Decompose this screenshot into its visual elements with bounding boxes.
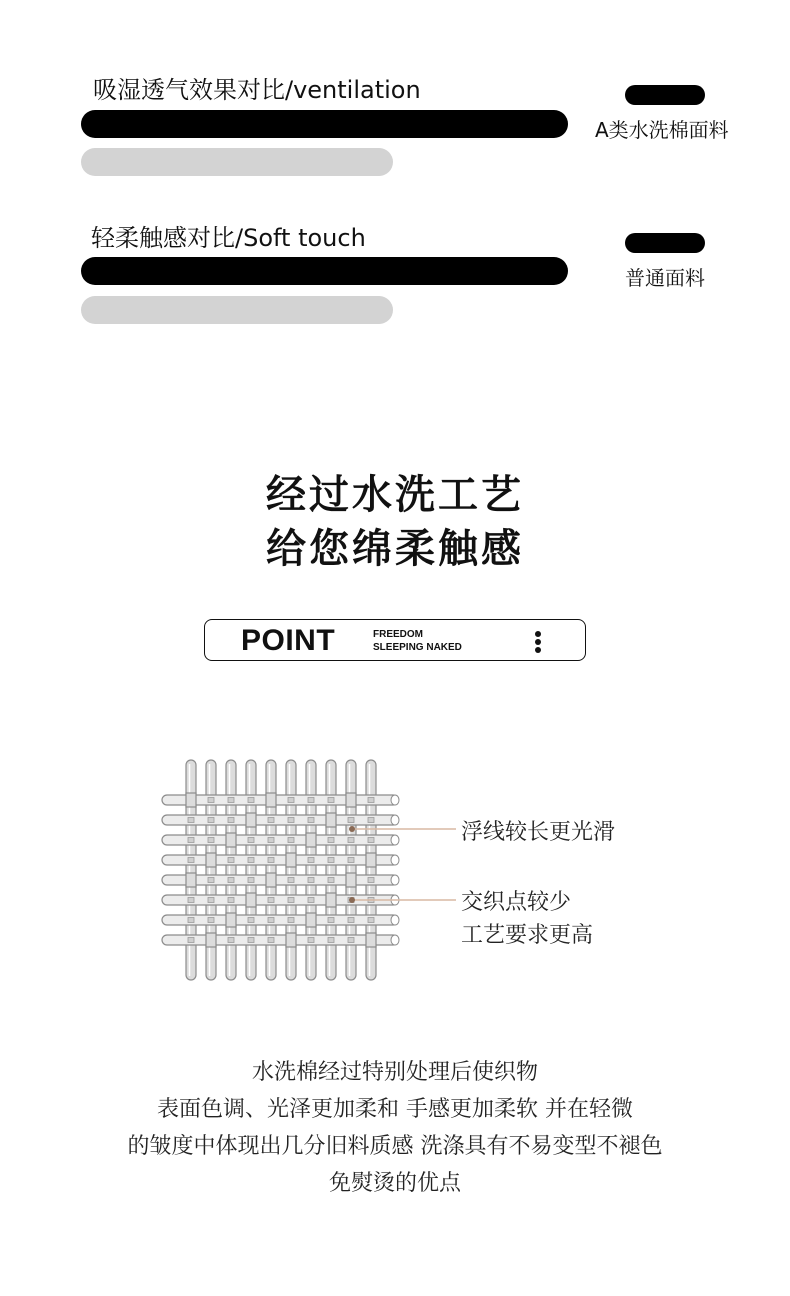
warp-yarn [246, 760, 256, 980]
pointer-dot-2 [349, 897, 355, 903]
bar-b-ventilation [81, 148, 393, 176]
warp-yarn [226, 760, 236, 980]
headline-line-1: 经过水洗工艺 [266, 472, 524, 518]
warp-yarn [326, 760, 336, 980]
bar-b-soft-touch [81, 296, 393, 324]
description-line-4: 免熨烫的优点 [328, 1171, 461, 1196]
bar-a-soft-touch [81, 257, 568, 285]
legend-label-a: A类水洗棉面料 [595, 118, 729, 142]
weft-yarn [162, 935, 398, 945]
weave-label-smooth: 浮线较长更光滑 [461, 820, 616, 845]
point-sub-freedom: FREEDOM [373, 629, 423, 640]
comparison-title-soft-touch: 轻柔触感对比/Soft touch [91, 224, 366, 252]
legend-label-b: 普通面料 [625, 266, 705, 290]
description-line-2: 表面色调、光泽更加柔和 手感更加柔软 并在轻微 [157, 1097, 633, 1122]
pointer-lines [340, 810, 470, 920]
legend-swatch-b [625, 233, 705, 253]
description-line-3: 的皱度中体现出几分旧料质感 洗涤具有不易变型不褪色 [127, 1134, 663, 1159]
pointer-dot-1 [349, 826, 355, 832]
weft-yarn [162, 795, 398, 805]
legend-swatch-a [625, 85, 705, 105]
point-sub-sleeping: SLEEPING NAKED [373, 642, 462, 653]
warp-yarn [306, 760, 316, 980]
comparison-title-ventilation: 吸湿透气效果对比/ventilation [93, 76, 421, 104]
weave-label-fewer-points: 交织点较少 [461, 890, 572, 915]
headline-line-2: 给您绵柔触感 [266, 526, 524, 572]
more-vertical-icon [535, 631, 541, 653]
point-banner [204, 619, 586, 661]
description-line-1: 水洗棉经过特别处理后使织物 [251, 1060, 538, 1085]
point-word: POINT [241, 624, 336, 657]
bar-a-ventilation [81, 110, 568, 138]
weave-label-high-craft: 工艺要求更高 [461, 923, 594, 948]
